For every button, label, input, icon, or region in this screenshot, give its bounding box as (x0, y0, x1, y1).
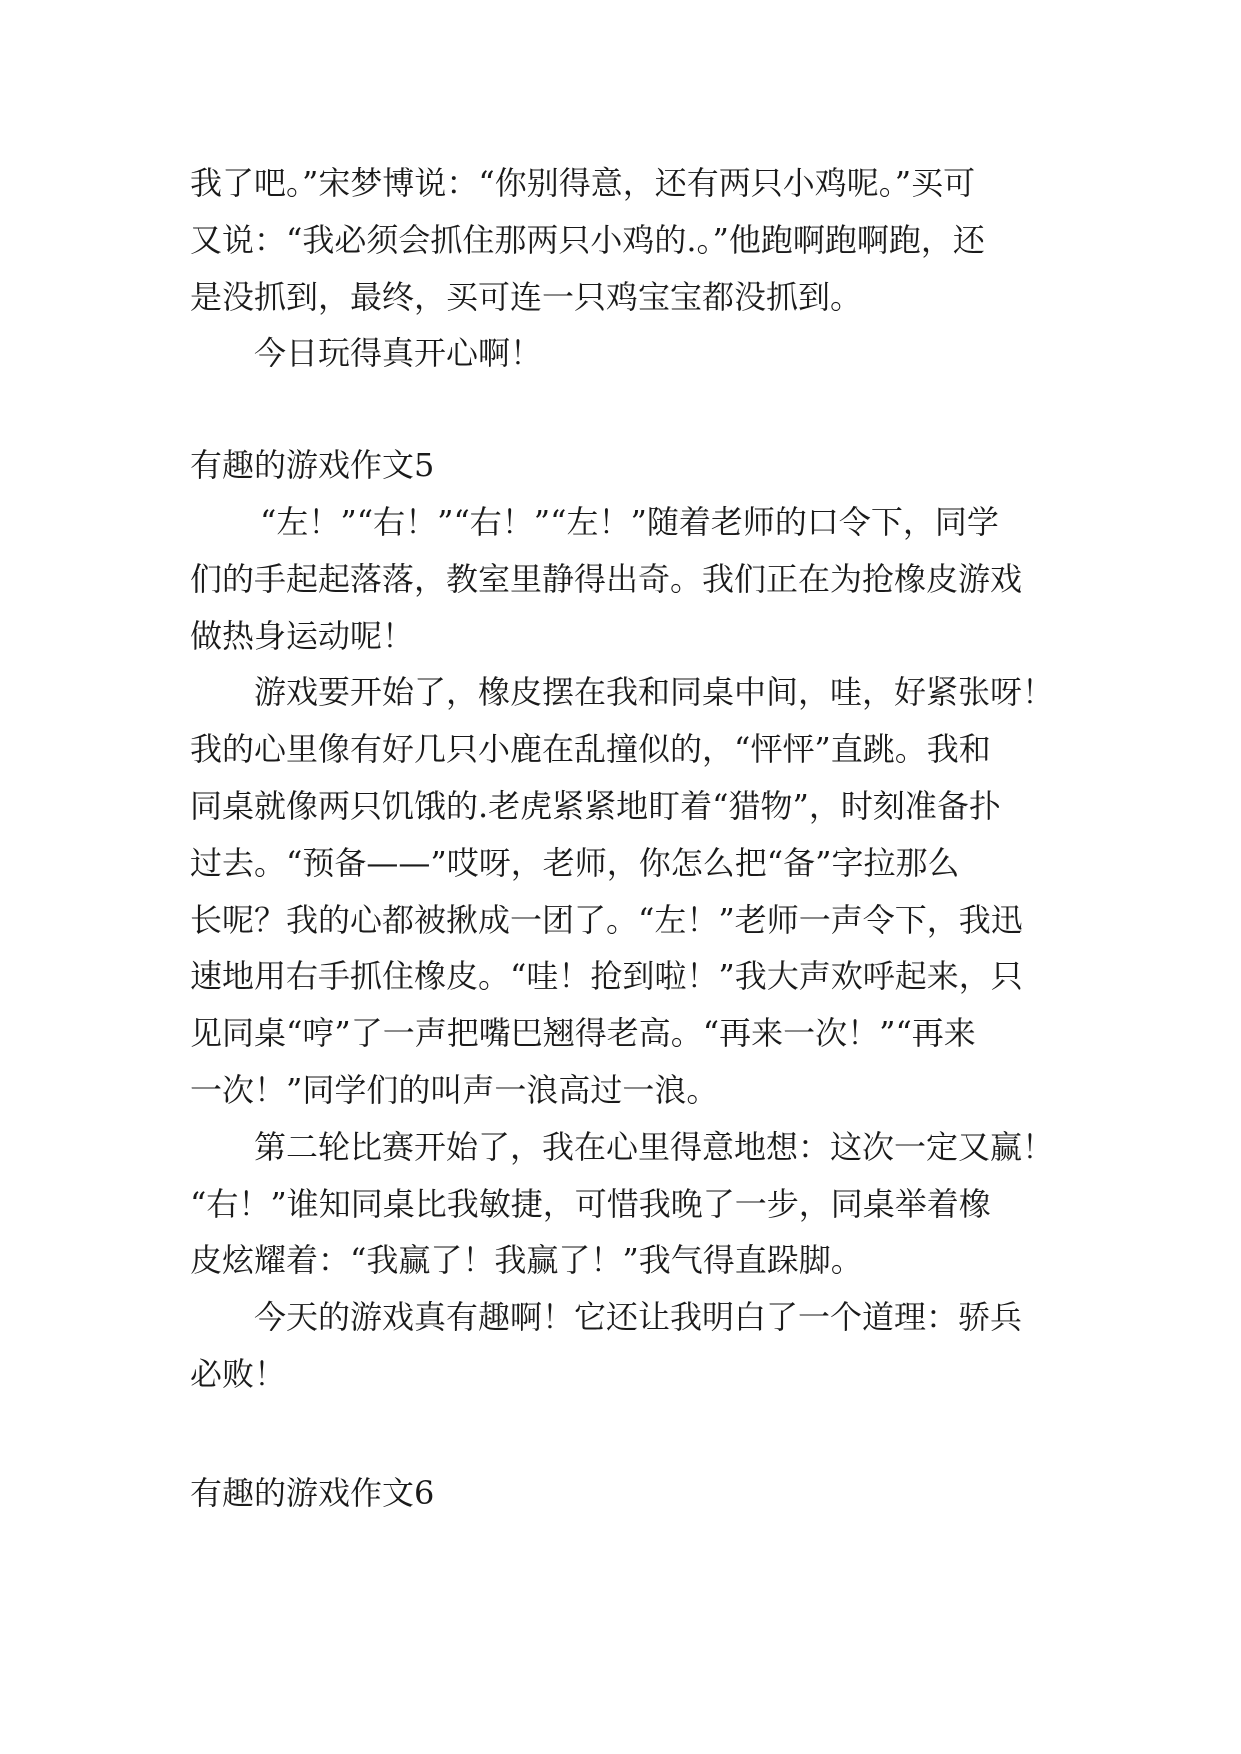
section5-paragraph-1 (190, 494, 1060, 664)
text-line: 皮炫耀着：“我赢了！我赢了！”我气得直跺脚。 (190, 1241, 863, 1280)
text-line: 第二轮比赛开始了，我在心里得意地想：这次一定又赢！ (254, 1127, 1055, 1166)
text-line: 速地用右手抓住橡皮。“哇！抢到啦！”我大声欢呼起来，只 (190, 957, 1023, 996)
text-line: 同桌就像两只饥饿的.老虎紧紧地盯着“猎物”，时刻准备扑 (190, 786, 1001, 825)
text-line: 又说：“我必须会抓住那两只小鸡的.。”他跑啊跑啊跑，还 (190, 220, 985, 259)
intro-closing: 今日玩得真开心啊！ (254, 334, 543, 373)
section5-paragraph-3 (190, 1119, 1060, 1289)
text-line: 们的手起起落落，教室里静得出奇。我们正在为抢橡皮游戏 (190, 559, 1023, 598)
section-heading-5: 有趣的游戏作文5 (190, 446, 435, 485)
text-line: 长呢？我的心都被揪成一团了。“左！”老师一声令下，我迅 (190, 900, 1023, 939)
text-line: 我了吧。”宋梦博说：“你别得意，还有两只小鸡呢。”买可 (190, 164, 976, 202)
text-line: “右！”谁知同桌比我敏捷，可惜我晚了一步，同桌举着橡 (190, 1184, 991, 1223)
text-line: 一次！”同学们的叫声一浪高过一浪。 (190, 1070, 719, 1109)
intro-paragraph (190, 155, 1060, 325)
section5-paragraph-4 (190, 1289, 1060, 1403)
text-line: 过去。“预备——”哎呀，老师，你怎么把“备”字拉那么 (190, 843, 960, 882)
document-body (190, 155, 1060, 1522)
text-line: 游戏要开始了，橡皮摆在我和同桌中间，哇，好紧张呀！ (254, 673, 1055, 712)
text-line: 必败！ (190, 1354, 287, 1393)
text-line: 今天的游戏真有趣啊！它还让我明白了一个道理：骄兵 (254, 1298, 1023, 1337)
text-line: 我的心里像有好几只小鹿在乱撞似的，“怦怦”直跳。我和 (190, 730, 991, 769)
section-heading-6: 有趣的游戏作文6 (190, 1473, 435, 1512)
text-line: 是没抓到，最终，买可连一只鸡宝宝都没抓到。 (190, 277, 863, 316)
text-line: 见同桌“哼”了一声把嘴巴翘得老高。“再来一次！”“再来 (190, 1014, 976, 1053)
text-line: 做热身运动呢！ (190, 616, 415, 655)
section5-paragraph-2 (190, 664, 1060, 1118)
text-line: “左！”“右！”“右！”“左！”随着老师的口令下，同学 (260, 502, 999, 541)
